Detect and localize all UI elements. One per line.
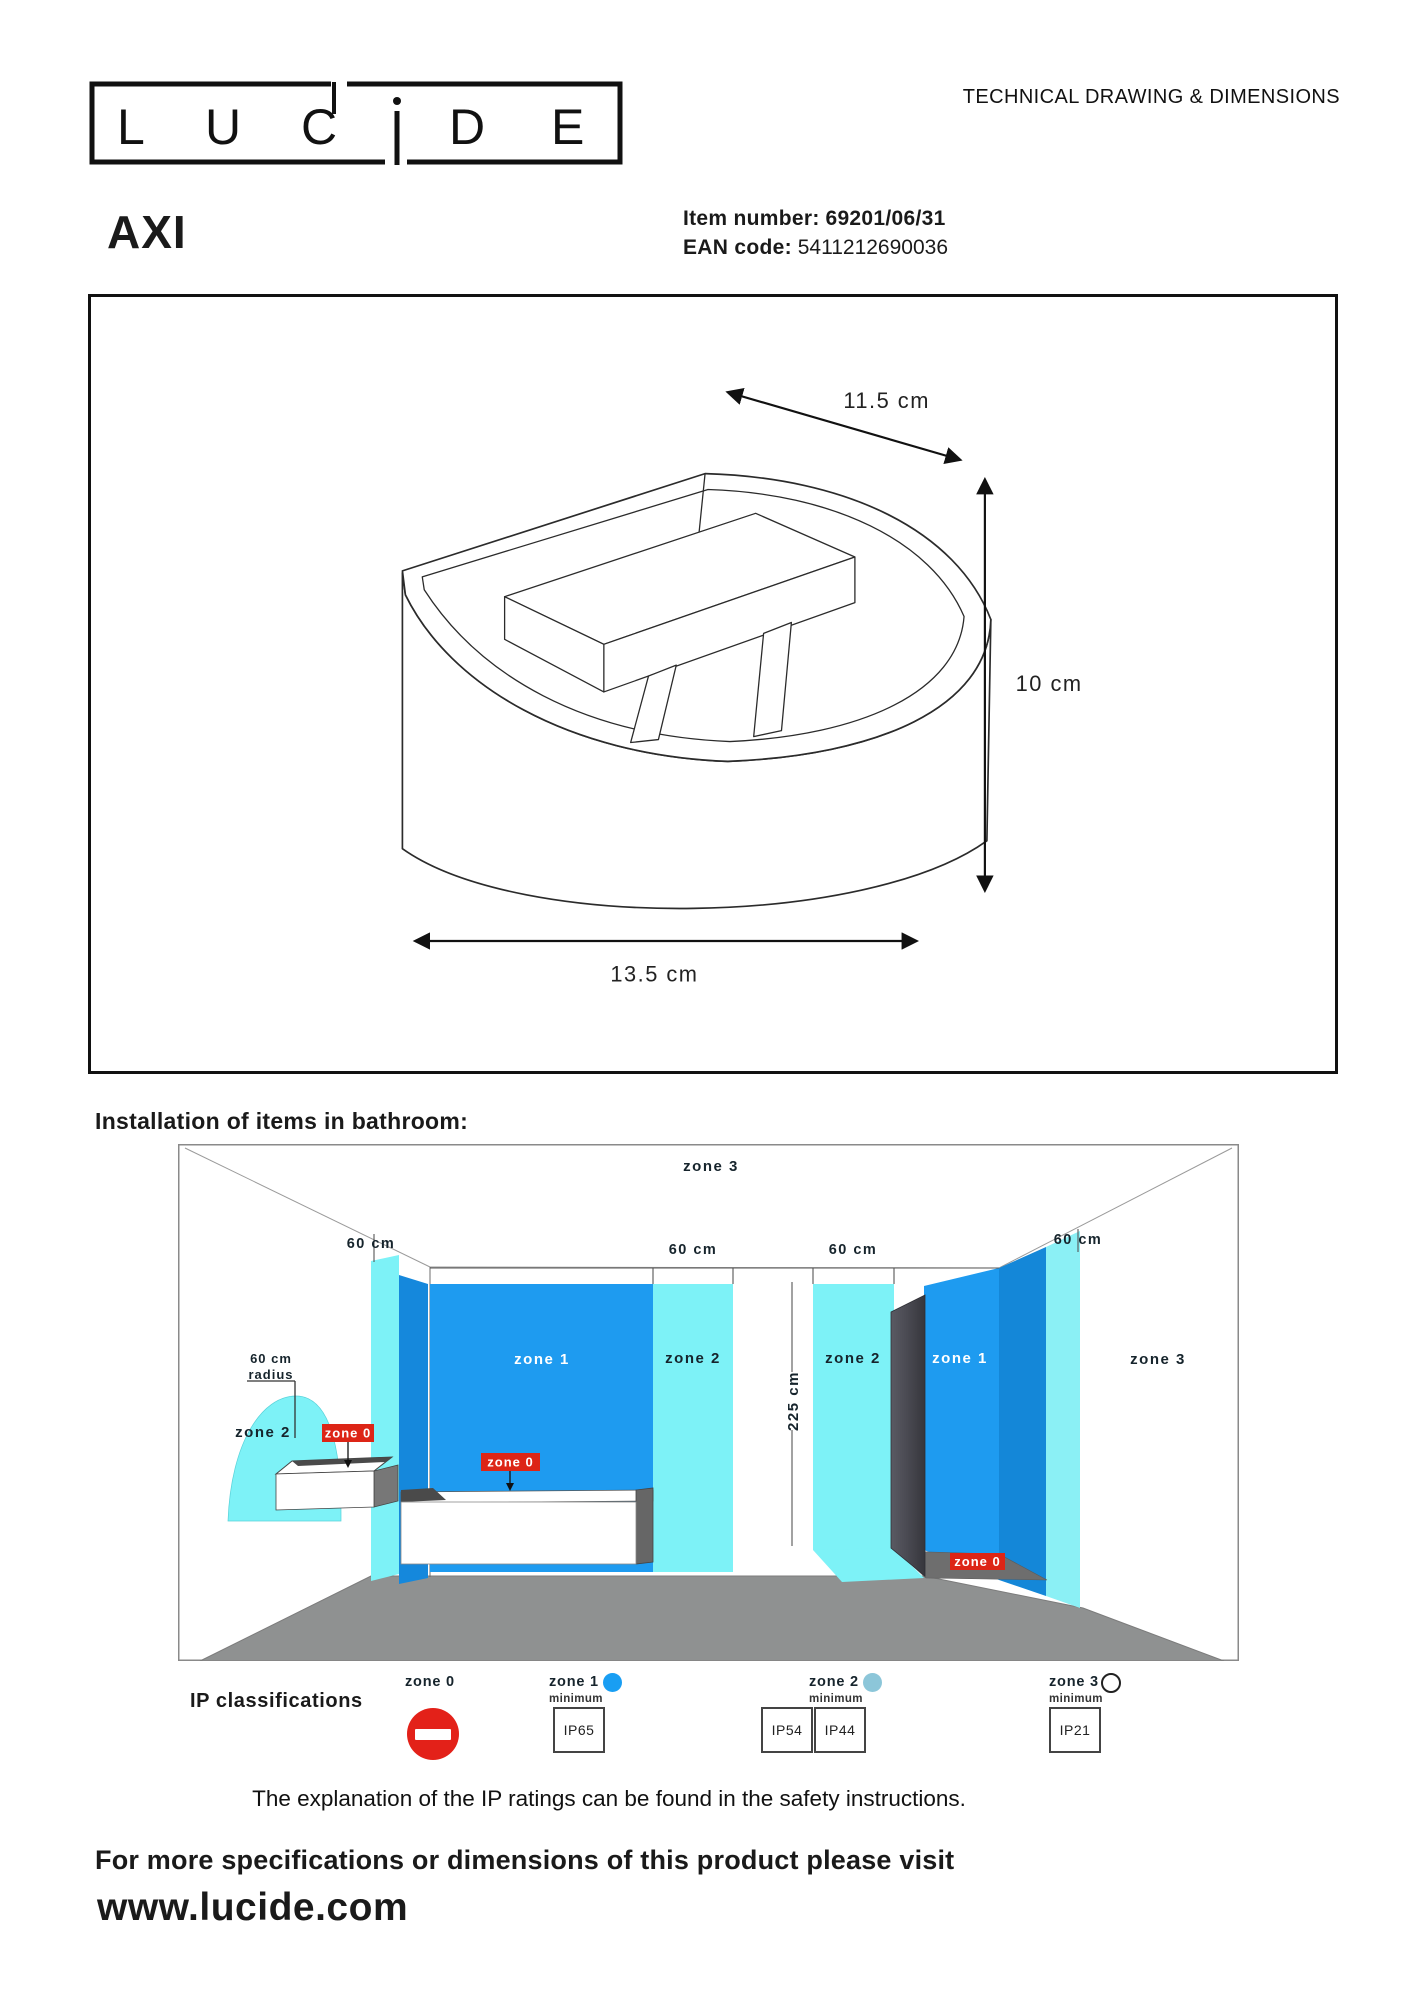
legend-zone3-minimum: minimum <box>1049 1693 1103 1705</box>
item-number-value: 69201/06/31 <box>825 207 946 230</box>
zone1-right-panel <box>924 1268 999 1580</box>
ean-value: 5411212690036 <box>797 236 949 259</box>
ip54-rating: IP54 <box>771 1722 803 1738</box>
ean-row <box>683 233 948 262</box>
ip21-rating-box <box>1049 1707 1101 1753</box>
dim-60cm-center-right: 60 cm <box>828 1242 878 1258</box>
ip44-rating-box <box>814 1707 866 1753</box>
installation-heading: Installation of items in bathroom: <box>95 1108 469 1134</box>
ip-classifications-heading: IP classifications <box>190 1690 363 1712</box>
item-number-label: Item number: <box>683 207 820 230</box>
product-meta <box>683 204 948 262</box>
document-title: TECHNICAL DRAWING & DIMENSIONS <box>962 86 1340 108</box>
logo-letter-e: E <box>551 99 585 155</box>
zone0-badge-washbasin-text: zone 0 <box>324 1425 372 1441</box>
zone3-ceiling-label: zone 3 <box>683 1158 739 1175</box>
dim-60cm-right: 60 cm <box>1053 1232 1103 1248</box>
zone1-dot-icon <box>603 1673 622 1692</box>
zone2-left-panel <box>653 1284 733 1572</box>
ip21-rating: IP21 <box>1059 1722 1091 1738</box>
washbasin <box>276 1457 398 1510</box>
radius-label-line1: 60 cm <box>250 1351 292 1366</box>
dim-60cm-center-left: 60 cm <box>668 1242 718 1258</box>
bathtub <box>401 1488 653 1564</box>
zone1-right-wall-panel <box>999 1247 1046 1596</box>
legend-zone0-label: zone 0 <box>405 1674 455 1690</box>
legend-zone2-minimum: minimum <box>809 1693 863 1705</box>
ip65-rating: IP65 <box>563 1722 595 1738</box>
dim-label-bottom-width: 13.5 cm <box>610 961 699 987</box>
footer-text: For more specifications or dimensions of this product please visit <box>95 1845 955 1875</box>
shower-door-panel <box>891 1295 925 1576</box>
legend-zone2-label: zone 2 <box>809 1674 859 1690</box>
lucide-logo <box>89 81 623 165</box>
zone0-badge-bathtub-text: zone 0 <box>487 1454 534 1470</box>
ip44-rating: IP44 <box>824 1722 856 1738</box>
logo-letter-c: C <box>301 99 338 155</box>
ip54-rating-box <box>761 1707 813 1753</box>
zone3-circle-icon <box>1101 1673 1121 1693</box>
lucide-logo-graphic <box>89 81 623 165</box>
lamp-line-drawing <box>91 297 1335 1071</box>
zone2-right-panel <box>813 1284 894 1550</box>
zone1-left-label: zone 1 <box>514 1351 570 1368</box>
zone2-left-wall-strip <box>371 1255 399 1581</box>
legend-zone1-minimum: minimum <box>549 1693 603 1705</box>
legend-zone1-label: zone 1 <box>549 1674 599 1690</box>
logo-letter-u: U <box>205 99 242 155</box>
zone2-dot-icon <box>863 1673 882 1692</box>
logo-letter-d: D <box>449 99 486 155</box>
bathroom-zones-graphic <box>178 1144 1239 1661</box>
zone2-left-label: zone 2 <box>665 1350 721 1367</box>
technical-drawing-panel <box>88 294 1338 1074</box>
legend-zone3-label: zone 3 <box>1049 1674 1099 1690</box>
zone2-right-label: zone 2 <box>825 1350 881 1367</box>
no-entry-icon <box>407 1708 459 1760</box>
wall-lamp-illustration <box>402 474 990 909</box>
item-number-row <box>683 204 948 233</box>
zone3-right-wall-label: zone 3 <box>1130 1351 1186 1368</box>
radius-label-line2: radius <box>248 1367 294 1382</box>
dim-60cm-left: 60 cm <box>346 1236 396 1252</box>
zone2-dome-label: zone 2 <box>235 1424 291 1441</box>
ip65-rating-box <box>553 1707 605 1753</box>
dim-225cm: 225 cm <box>785 1371 802 1431</box>
ean-label: EAN code: <box>683 236 792 259</box>
logo-letter-i <box>393 97 401 165</box>
zone0-badge-shower-text: zone 0 <box>954 1554 1001 1569</box>
ip-note: The explanation of the IP ratings can be found in the safety instructions. <box>252 1786 966 1811</box>
zone2-right-wall-panel <box>1046 1231 1080 1608</box>
bathroom-zones-diagram <box>178 1144 1239 1661</box>
dim-label-height: 10 cm <box>1015 670 1083 696</box>
dim-label-top-width: 11.5 cm <box>843 388 930 414</box>
zone1-right-label: zone 1 <box>932 1350 988 1367</box>
product-name: AXI <box>107 206 187 258</box>
footer-url: www.lucide.com <box>97 1886 409 1929</box>
logo-letter-l: L <box>117 99 145 155</box>
